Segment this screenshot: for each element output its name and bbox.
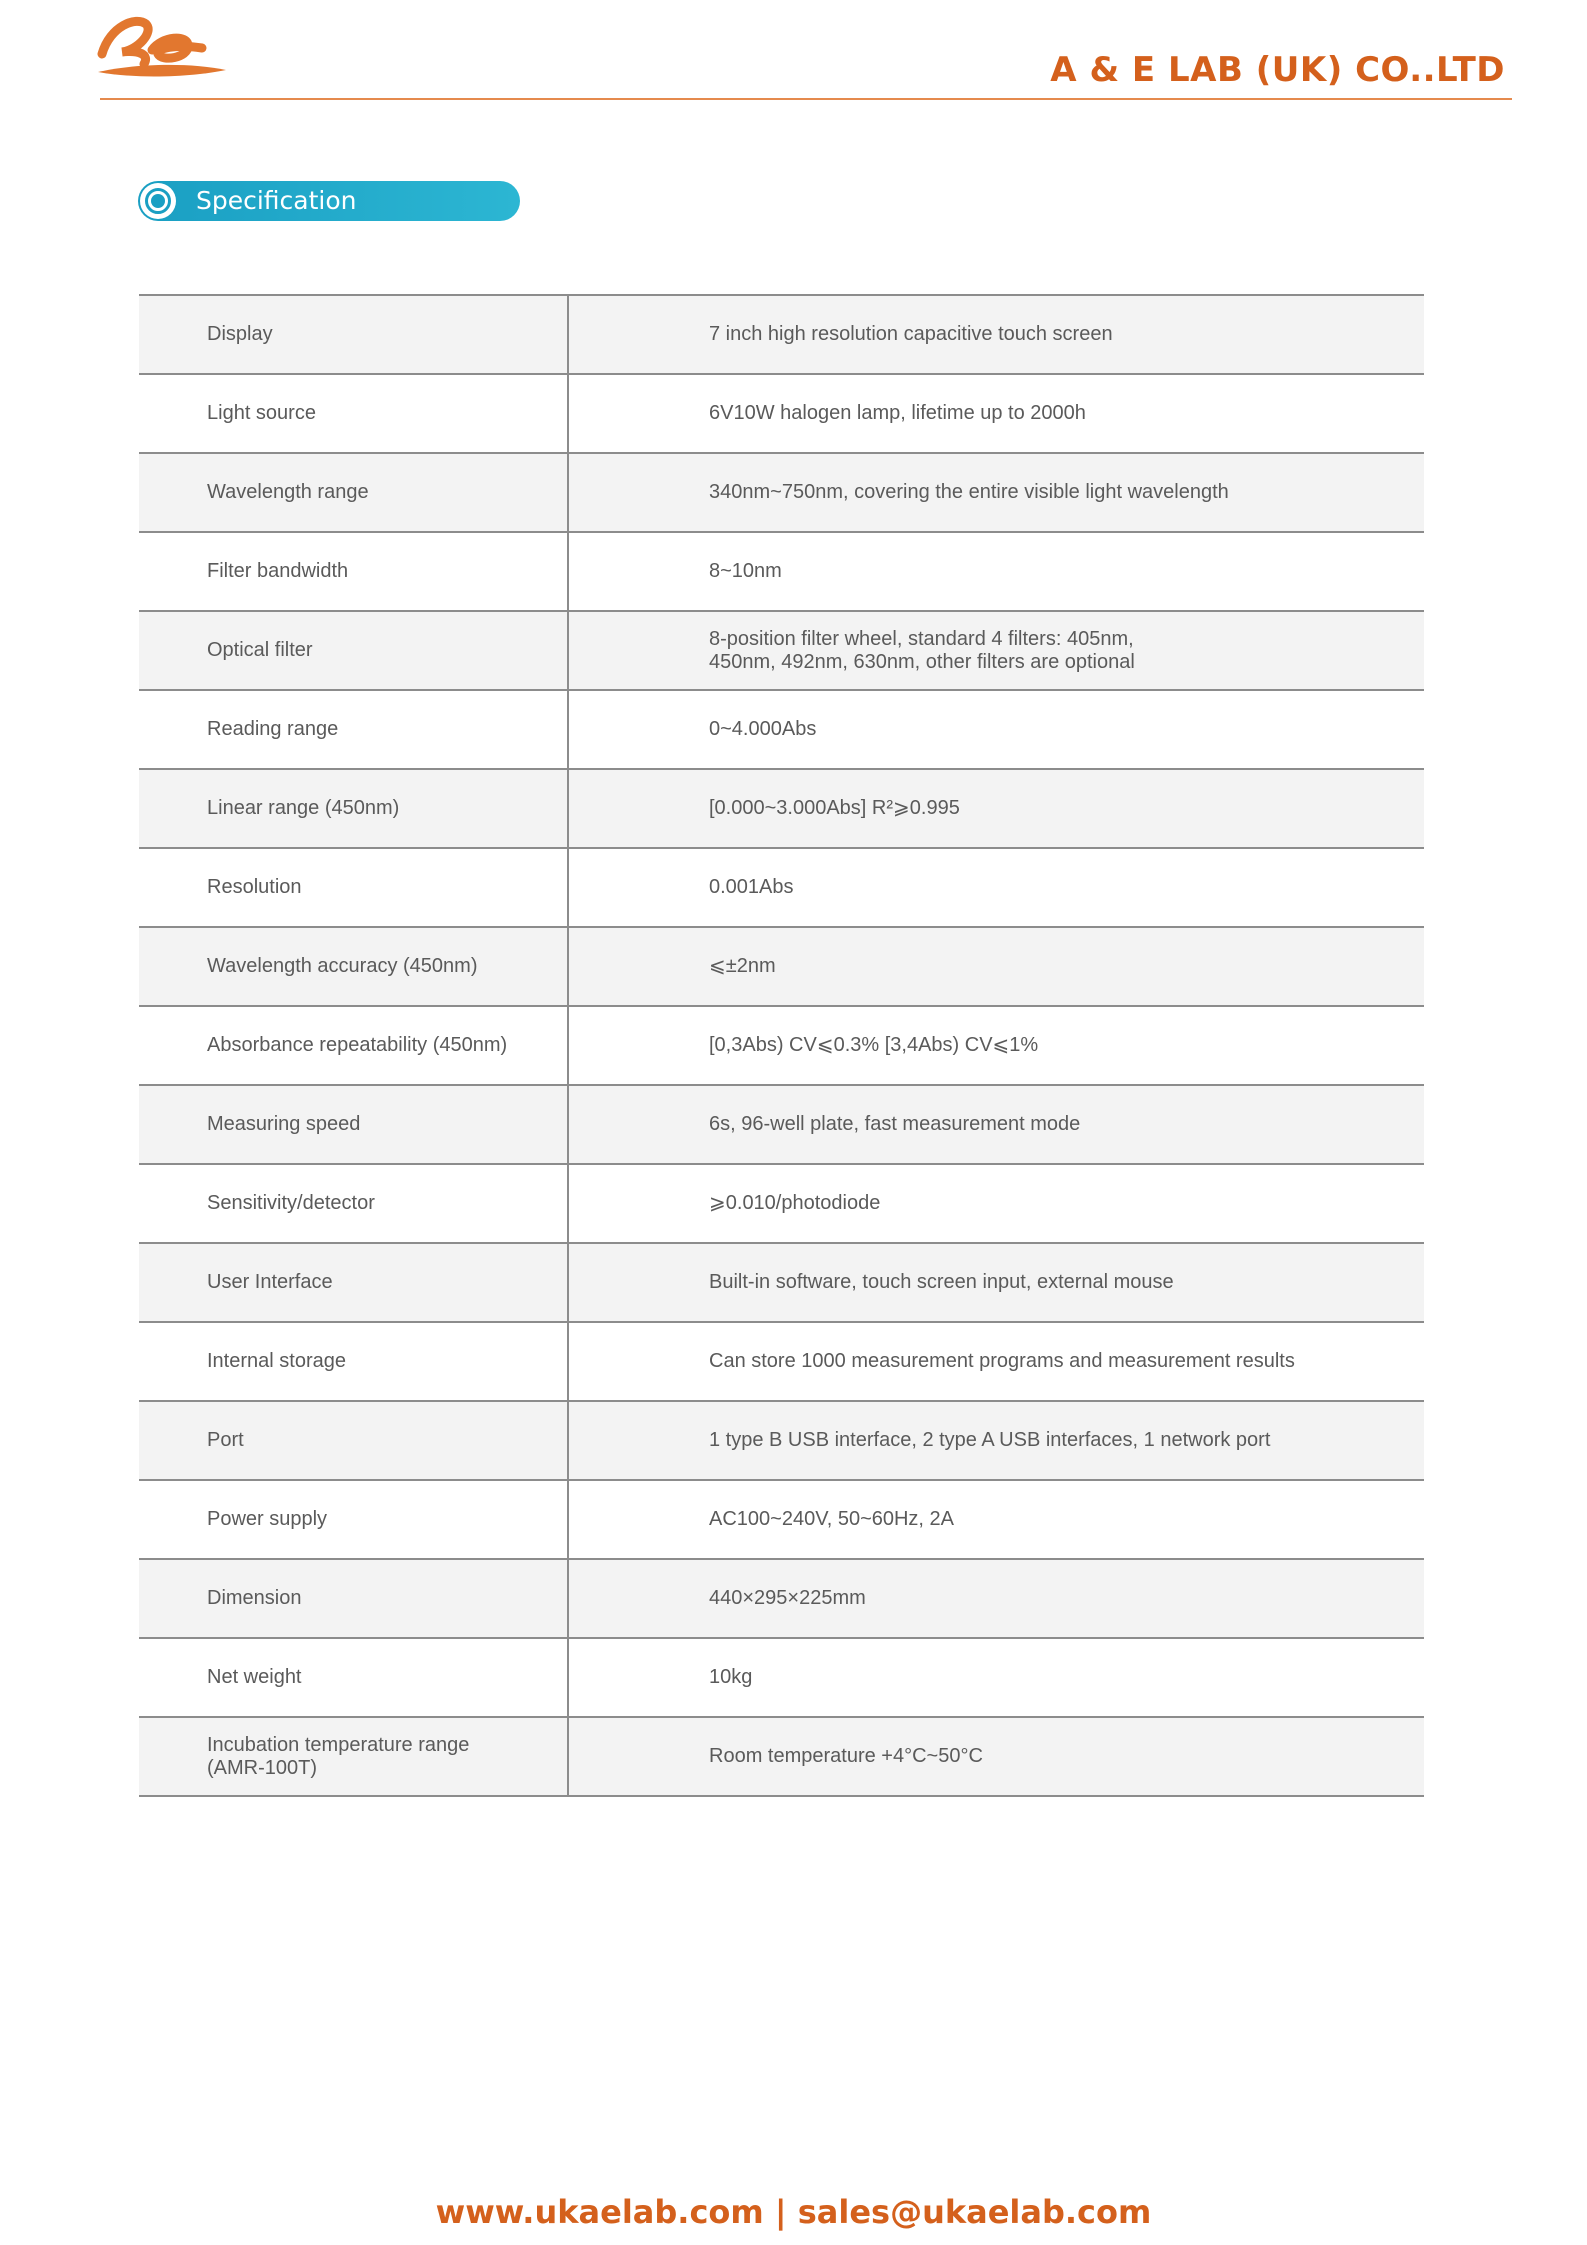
spec-label-cell — [139, 1007, 569, 1084]
spec-value-cell — [569, 533, 1424, 610]
spec-value-cell — [569, 1086, 1424, 1163]
spec-value-cell — [569, 1007, 1424, 1084]
table-row — [139, 770, 1424, 849]
spec-label: Resolution — [207, 876, 302, 898]
spec-label-cell — [139, 1402, 569, 1479]
spec-label-cell — [139, 375, 569, 452]
spec-value: ⩾0.010/photodiode — [709, 1192, 881, 1214]
table-row — [139, 1639, 1424, 1718]
table-row — [139, 849, 1424, 928]
spec-label: Net weight — [207, 1666, 302, 1688]
spec-label-cell — [139, 691, 569, 768]
spec-value-cell — [569, 849, 1424, 926]
spec-label: Filter bandwidth — [207, 560, 349, 582]
spec-label-cell — [139, 1244, 569, 1321]
spec-label: User Interface — [207, 1271, 333, 1293]
spec-value-cell — [569, 1718, 1424, 1795]
spec-value: AC100~240V, 50~60Hz, 2A — [709, 1508, 955, 1530]
spec-label-cell — [139, 770, 569, 847]
spec-value: 10kg — [709, 1666, 753, 1688]
spec-value-cell — [569, 691, 1424, 768]
spec-value: 0.001Abs — [709, 876, 794, 898]
spec-label-cell — [139, 296, 569, 373]
spec-label-cell — [139, 849, 569, 926]
section-title: Specification — [196, 186, 357, 215]
spec-value-cell — [569, 612, 1424, 689]
table-row — [139, 1165, 1424, 1244]
spec-label-cell — [139, 1481, 569, 1558]
spec-value-cell — [569, 1165, 1424, 1242]
header-divider — [100, 98, 1512, 100]
spec-value: [0,3Abs) CV⩽0.3% [3,4Abs) CV⩽1% — [709, 1034, 1039, 1056]
spec-value: 340nm~750nm, covering the entire visible light wavelength — [709, 481, 1229, 503]
spec-value-cell — [569, 1481, 1424, 1558]
table-row — [139, 454, 1424, 533]
spec-value: [0.000~3.000Abs] R²⩾0.995 — [709, 797, 960, 819]
spec-value: 8~10nm — [709, 560, 782, 582]
spec-value-cell — [569, 1323, 1424, 1400]
spec-label: Dimension — [207, 1587, 302, 1609]
spec-label-cell — [139, 612, 569, 689]
table-row — [139, 1718, 1424, 1797]
spec-label-cell — [139, 1639, 569, 1716]
spec-label: Reading range — [207, 718, 339, 740]
spec-value: 6V10W halogen lamp, lifetime up to 2000h — [709, 402, 1086, 424]
spec-label: Display — [207, 323, 273, 345]
table-row — [139, 1323, 1424, 1402]
spec-value-cell — [569, 1560, 1424, 1637]
spec-label-cell — [139, 454, 569, 531]
spec-value-cell — [569, 296, 1424, 373]
table-row — [139, 928, 1424, 1007]
circle-target-icon — [140, 183, 176, 219]
spec-value: Built-in software, touch screen input, external mouse — [709, 1271, 1174, 1293]
spec-value: 440×295×225mm — [709, 1587, 866, 1609]
spec-value: 0~4.000Abs — [709, 718, 817, 740]
spec-value: 6s, 96-well plate, fast measurement mode — [709, 1113, 1081, 1135]
spec-label: Linear range (450nm) — [207, 797, 400, 819]
spec-value: Room temperature +4°C~50°C — [709, 1745, 983, 1767]
spec-label: Sensitivity/detector — [207, 1192, 375, 1214]
spec-label: Light source — [207, 402, 316, 424]
table-row — [139, 1244, 1424, 1323]
spec-value: 1 type B USB interface, 2 type A USB interfaces, 1 network port — [709, 1429, 1271, 1451]
spec-table — [139, 294, 1424, 1797]
table-row — [139, 1481, 1424, 1560]
table-row — [139, 691, 1424, 770]
spec-label-cell — [139, 1086, 569, 1163]
spec-value-cell — [569, 1402, 1424, 1479]
spec-value-cell — [569, 928, 1424, 1005]
spec-value-cell — [569, 375, 1424, 452]
spec-label: Port — [207, 1429, 244, 1451]
table-row — [139, 612, 1424, 691]
spec-label: Optical filter — [207, 639, 313, 661]
spec-label-cell — [139, 928, 569, 1005]
spec-label: Incubation temperature range (AMR-100T) — [207, 1733, 470, 1779]
spec-label-cell — [139, 1165, 569, 1242]
table-row — [139, 375, 1424, 454]
spec-value: 7 inch high resolution capacitive touch screen — [709, 323, 1113, 345]
spec-value-cell — [569, 1244, 1424, 1321]
footer-contact: www.ukaelab.com | sales@ukaelab.com — [435, 2193, 1152, 2231]
ae-brand-logo-icon — [92, 10, 232, 86]
spec-value: 8-position filter wheel, standard 4 filters: 405nm, 450nm, 492nm, 630nm, other filters are optional — [709, 627, 1135, 673]
spec-value: ⩽±2nm — [709, 955, 776, 977]
spec-value-cell — [569, 1639, 1424, 1716]
spec-value-cell — [569, 454, 1424, 531]
spec-label: Absorbance repeatability (450nm) — [207, 1034, 508, 1056]
table-row — [139, 1402, 1424, 1481]
spec-value: Can store 1000 measurement programs and measurement results — [709, 1350, 1295, 1372]
table-row — [139, 296, 1424, 375]
spec-label-cell — [139, 533, 569, 610]
table-row — [139, 1560, 1424, 1639]
spec-value-cell — [569, 770, 1424, 847]
table-row — [139, 533, 1424, 612]
spec-label: Wavelength range — [207, 481, 369, 503]
spec-label-cell — [139, 1718, 569, 1795]
table-row — [139, 1007, 1424, 1086]
spec-label: Wavelength accuracy (450nm) — [207, 955, 478, 977]
spec-label: Internal storage — [207, 1350, 346, 1372]
section-header — [138, 181, 520, 221]
company-name: A & E LAB (UK) CO..LTD — [1050, 50, 1505, 90]
spec-label: Power supply — [207, 1508, 328, 1530]
spec-label: Measuring speed — [207, 1113, 361, 1135]
table-row — [139, 1086, 1424, 1165]
spec-label-cell — [139, 1560, 569, 1637]
spec-label-cell — [139, 1323, 569, 1400]
